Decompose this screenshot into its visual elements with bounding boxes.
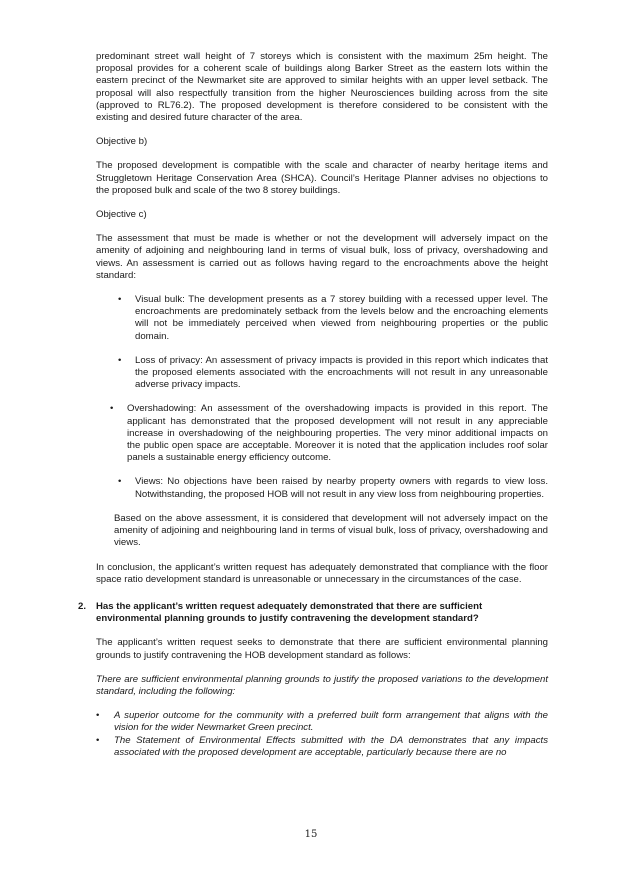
question-text: Has the applicant’s written request adequately demonstrated that there are sufficient environmental planning grounds to justify contravening the development standard? [96,600,483,625]
paragraph-heritage: The proposed development is compatible with the scale and character of nearby heritage items and Struggletown Heritage Conservation Area (SHCA). Council’s Heritage Planner advises no objections to the proposed bulk and scale of the two 8 storey buildings. [96,160,548,196]
question-number: 2. [78,600,87,612]
bullet-icon: • [118,294,122,306]
objective-b-label: Objective b) [96,136,148,148]
list-item [96,355,548,392]
bullet-text: Visual bulk: The development presents as a 7 storey building with a recessed upper level. The encroachments are predominately setback from the levels below and the encroaching elements will not be immediately perceived when viewed from neighbouring properties or the public domain. [135,294,548,342]
bullet-text: A superior outcome for the community with a preferred built form arrangement that aligns with the vision for the wider Newmarket Green precinct. [114,710,548,734]
objective-c-label: Objective c) [96,209,147,221]
bullet-icon: • [118,476,122,488]
quote-bullet-list [96,710,548,759]
bullet-text: The Statement of Environmental Effects submitted with the DA demonstrates that any impacts associated with the proposed development are acceptable, particularly because there are no [114,734,548,758]
bullet-icon: • [96,710,100,722]
question-heading [78,600,548,625]
list-item [96,735,548,759]
list-item [96,403,548,464]
list-item [96,710,548,734]
paragraph-amenity: The assessment that must be made is whether or not the development will adversely impact on the amenity of adjoining and neighbouring land in terms of visual bulk, loss of privacy, overshadowing and views. An assessment is carried out as follows having regard to the encroachments above the height standard: [96,233,548,281]
paragraph-based-on-assessment: Based on the above assessment, it is considered that development will not adversely impact on the amenity of adjoining and neighbouring land in terms of visual bulk, loss of privacy, overshadowing and views. [114,512,548,549]
bullet-text: Overshadowing: An assessment of the overshadowing impacts is provided in this report. The applicant has demonstrated that the proposed development will not result in any appreciable increase in overshadowing of the neighbouring properties. The very minor additional impacts on the public open space are acceptable. Moreover it is noted that the application includes roof solar panels a sustainable energy efficiency outcome. [127,403,548,464]
paragraph-character: predominant street wall height of 7 storeys which is consistent with the maximum 25m height. The proposal provides for a coherent scale of buildings along Barker Street as the eastern lots within the eastern precinct of the Newmarket site are approved to similar heights with an upper level setback. The proposal will also respectfully transition from the higher Neurosciences building across from the site (approved to RL76.2). The proposed development is therefore considered to be consistent with the existing and desired future character of the area. [96,51,548,124]
paragraph-written-request: The applicant’s written request seeks to demonstrate that there are sufficient environmental planning grounds to justify contravening the HOB development standard as follows: [96,637,548,661]
amenity-bullet-list [96,294,548,501]
list-item [96,294,548,343]
list-item [96,476,548,500]
bullet-text: Loss of privacy: An assessment of privacy impacts is provided in this report which indicates that the proposed elements associated with the encroachments will not result in any unreasonable adverse privacy impacts. [135,354,548,391]
bullet-icon: • [110,403,114,415]
bullet-text: Views: No objections have been raised by nearby property owners with regards to view loss. Notwithstanding, the proposed HOB will not result in any view loss from neighbouring properties. [135,476,548,500]
bullet-icon: • [118,354,122,366]
document-page [78,51,548,759]
page-number: 15 [304,829,318,840]
quote-intro: There are sufficient environmental planning grounds to justify the proposed variations to the development standard, including the following: [96,673,548,697]
bullet-icon: • [96,734,100,746]
paragraph-conclusion: In conclusion, the applicant’s written request has adequately demonstrated that compliance with the floor space ratio development standard is unreasonable or unnecessary in the circumstances of the case. [96,561,548,585]
